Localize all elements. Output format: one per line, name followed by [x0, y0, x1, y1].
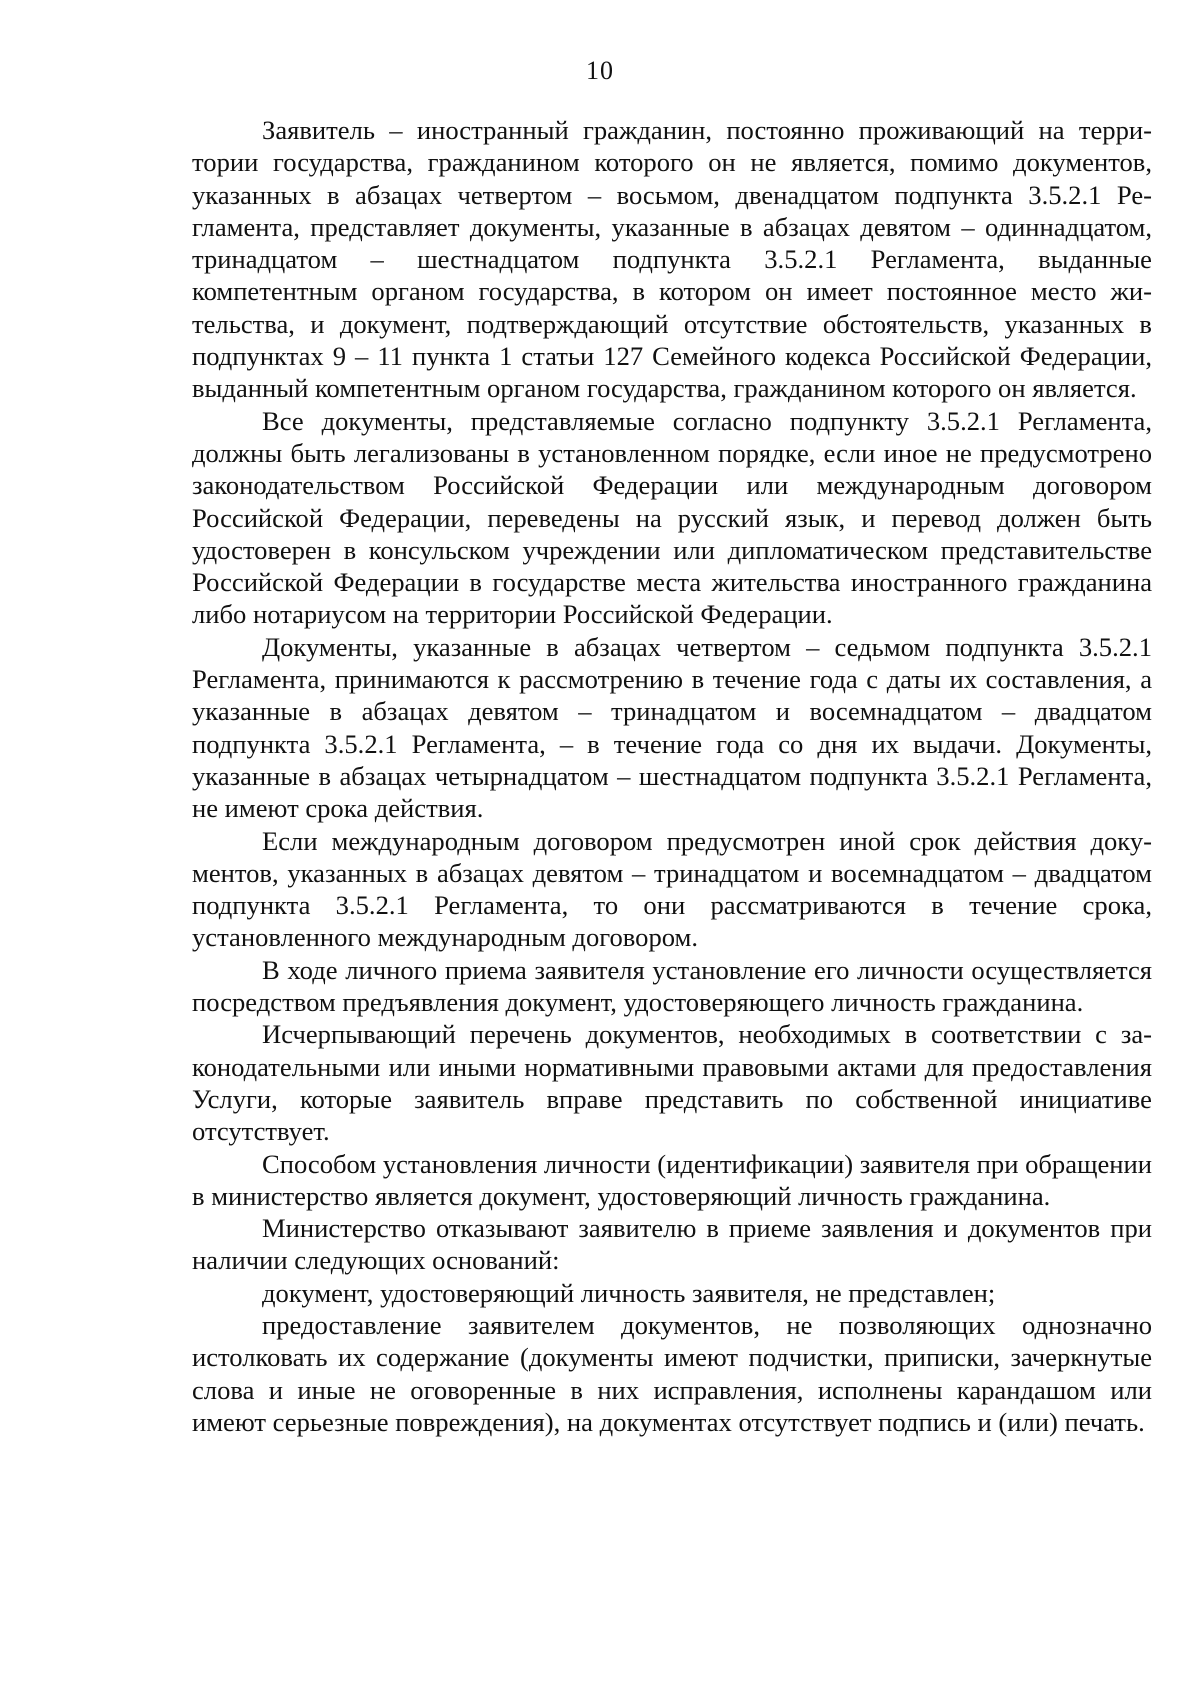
paragraph-personal-reception: В ходе личного приема заявителя установление его личности осуществляется посредством предъявления документ, удостоверяющего личность гражданина. — [192, 954, 1152, 1018]
paragraph-refusal-ground-defects: предоставление заявителем документов, не позволяющих однозначно истолковать их содержание (документы имеют подчистки, приписки, зачеркнутые слова и иные не оговоренные в них исправления, исполнены карандашом или имеют серьезные повреждения), на документах отсутствует подпись и (или) печать. — [192, 1309, 1152, 1437]
paragraph-foreign-applicant: Заявитель – иностранный гражданин, постоянно проживающий на территории государства, гражданином которого он не является, помимо документов, указанных в абзацах четвертом – восьмом, двенадцатом подпункта 3.5.2.1 Регламента, представляет документы, указанные в абзацах девятом – одиннадцатом, тринадцатом – шестнадцатом подпункта 3.5.2.1 Регламента, выданные компетентным органом государства, в котором он имеет постоянное место жительства, и документ, подтверждающий отсутствие обстоятельств, указанных в подпунктах 9 – 11 пункта 1 статьи 127 Семейного кодекса Российской Федерации, выданный компетентным органом государства, гражданином которого он является. — [192, 115, 1152, 404]
paragraph-international-treaty: Если международным договором предусмотрен иной срок действия документов, указанных в абзацах девятом – тринадцатом и восемнадцатом – двадцатом подпункта 3.5.2.1 Регламента, то они рассматриваются в течение срока, установленного международным договором. — [192, 825, 1152, 953]
paragraph-exhaustive-list: Исчерпывающий перечень документов, необходимых в соответствии с законодательными или иными нормативными правовыми актами для предоставления Услуги, которые заявитель вправе представить по собственной инициативе отсутствует. — [192, 1019, 1152, 1147]
paragraph-legalization: Все документы, представляемые согласно подпункту 3.5.2.1 Регламента, должны быть легализованы в установленном порядке, если иное не предусмотрено законодательством Российской Федерации или международным договором Российской Федерации, переведены на русский язык, и перевод должен быть удостоверен в консульском учреждении или дипломатическом представительстве Российской Федерации в государстве места жительства иностранного гражданина либо нотариусом на территории Российской Федерации. — [192, 405, 1152, 630]
document-body — [192, 114, 1152, 1438]
paragraph-validity-period: Документы, указанные в абзацах четвертом – седьмом подпункта 3.5.2.1 Регламента, принимаются к рассмотрению в течение года с даты их составления, а указанные в абзацах девятом – тринадцатом и восемнадцатом – двадцатом подпункта 3.5.2.1 Регламента, – в течение года со дня их выдачи. Документы, указанные в абзацах четырнадцатом – шестнадцатом подпункта 3.5.2.1 Регламента, не имеют срока действия. — [192, 631, 1152, 824]
paragraph-refusal-ground-no-id: документ, удостоверяющий личность заявителя, не представлен; — [262, 1277, 996, 1308]
page-number: 10 — [586, 56, 614, 85]
paragraph-identification: Способом установления личности (идентификации) заявителя при обращении в министерство является документ, удостоверяющий личность гражданина. — [192, 1148, 1152, 1211]
paragraph-refusal-grounds: Министерство отказывают заявителю в приеме заявления и документов при наличии следующих оснований: — [192, 1213, 1152, 1276]
